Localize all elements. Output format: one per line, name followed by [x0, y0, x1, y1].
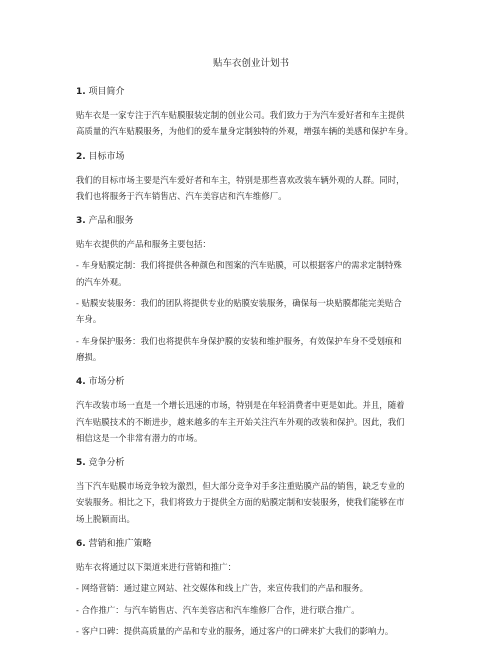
- text-line: 贴车衣是一家专注于汽车贴膜服装定制的创业公司。我们致力于为汽车爱好者和车主提供: [76, 110, 405, 120]
- text-line: 我们也将服务于汽车销售店、汽车美容店和汽车维修厂。: [76, 190, 287, 201]
- paragraph: [76, 559, 426, 575]
- document-body: [76, 86, 426, 639]
- text-line: - 车身贴膜定制：我们将提供各种颜色和图案的汽车贴膜，可以根据客户的需求定制特殊: [76, 260, 402, 271]
- section-number: 6.: [76, 539, 86, 550]
- section-title: 市场分析: [85, 377, 125, 388]
- text-line: 相信这是一个非常有潜力的市场。: [76, 432, 203, 443]
- section-title: 产品和服务: [85, 216, 134, 227]
- text-line: 汽车改装市场一直是一个增长迅速的市场，特别是在年轻消费者中更是如此。并且，随着: [76, 400, 405, 411]
- section-title: 竞争分析: [85, 458, 125, 469]
- section-title: 目标市场: [85, 151, 125, 162]
- text-line: 场上脱颖而出。: [76, 513, 135, 524]
- section: [76, 215, 426, 365]
- paragraph: [76, 257, 426, 290]
- text-line: - 贴膜安装服务：我们的团队将提供专业的贴膜安装服务，确保每一块贴膜都能完美贴合: [76, 298, 402, 309]
- paragraph: [76, 397, 426, 446]
- paragraph: [76, 107, 426, 140]
- section: [76, 86, 426, 140]
- paragraph: [76, 602, 426, 618]
- text-line: 的汽车外观。: [76, 276, 127, 287]
- section-title: 项目简介: [85, 87, 125, 97]
- text-line: 安装服务。相比之下，我们将致力于提供全方面的贴膜定制和安装服务，使我们能够在市: [76, 497, 405, 508]
- paragraph: [76, 236, 426, 252]
- text-line: - 合作推广：与汽车销售店、汽车美容店和汽车维修厂合作，进行联合推广。: [76, 604, 360, 615]
- paragraph: [76, 580, 426, 596]
- section-title: 营销和推广策略: [85, 539, 152, 550]
- section-heading: [76, 215, 426, 227]
- section-heading: [76, 457, 426, 469]
- section-number: 2.: [76, 151, 86, 162]
- section-number: 1.: [76, 87, 86, 97]
- paragraph: [76, 172, 426, 205]
- section-number: 3.: [76, 216, 86, 227]
- text-line: - 网络营销：通过建立网站、社交媒体和线上广告，来宣传我们的产品和服务。: [76, 583, 369, 594]
- document-title: 贴车衣创业计划书: [212, 58, 289, 69]
- text-line: 贴车衣将通过以下渠道来进行营销和推广：: [76, 562, 237, 573]
- text-line: 贴车衣提供的产品和服务主要包括：: [76, 239, 211, 250]
- text-line: 磨损。: [76, 351, 102, 362]
- text-line: - 车身保护服务：我们也将提供车身保护膜的安装和维护服务，有效保护车身不受划痕和: [76, 335, 402, 346]
- paragraph: [76, 623, 426, 639]
- text-line: - 客户口碑：提供高质量的产品和专业的服务，通过客户的口碑来扩大我们的影响力。: [76, 625, 394, 636]
- section-heading: [76, 376, 426, 388]
- section: [76, 457, 426, 527]
- section-heading: [76, 151, 426, 163]
- section-number: 5.: [76, 458, 86, 469]
- paragraph: [76, 333, 426, 366]
- text-line: 当下汽车贴膜市场竞争较为激烈，但大部分竞争对手多注重贴膜产品的销售，缺乏专业的: [76, 481, 405, 492]
- text-line: 我们的目标市场主要是汽车爱好者和车主，特别是那些喜欢改装车辆外观的人群。同时，: [76, 174, 405, 185]
- section-heading: [76, 538, 426, 550]
- section: [76, 538, 426, 639]
- text-line: 高质量的汽车贴膜服务，为他们的爱车量身定制独特的外观，增强车辆的美感和保护车身。: [76, 126, 413, 137]
- section-heading: [76, 86, 426, 98]
- paragraph: [76, 478, 426, 527]
- text-line: 车身。: [76, 314, 102, 325]
- section: [76, 376, 426, 446]
- section: [76, 151, 426, 205]
- section-number: 4.: [76, 377, 86, 388]
- text-line: 汽车贴膜技术的不断进步，越来越多的车主开始关注汽车外观的改装和保护。因此，我们: [76, 416, 405, 427]
- paragraph: [76, 295, 426, 328]
